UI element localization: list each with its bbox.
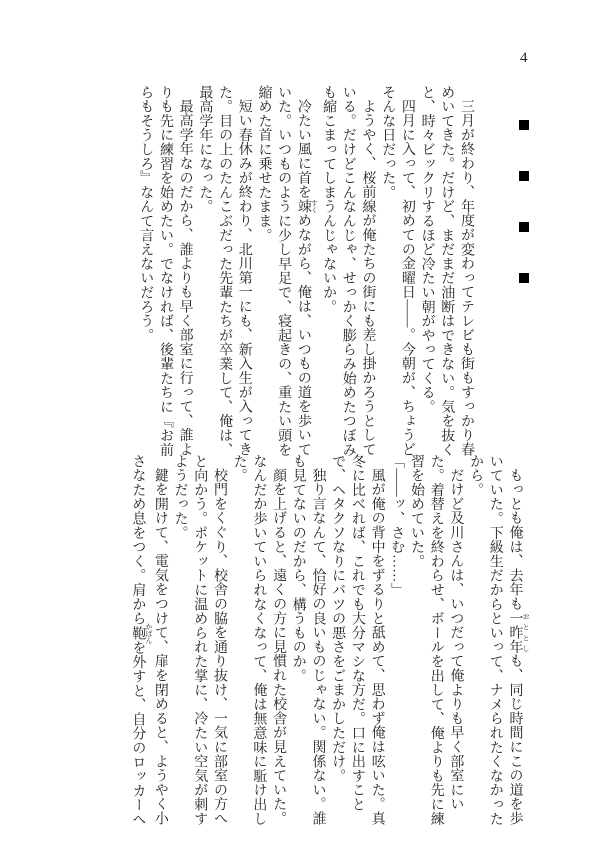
section-break-square-icon <box>519 273 529 283</box>
furigana-ruby: 竦 すく <box>295 199 319 214</box>
section-break-square-icon <box>519 120 529 130</box>
top-text-block <box>136 85 476 457</box>
furigana-ruby: 一昨年 おととし <box>507 611 530 654</box>
paragraph: 独り言なんて、恰好の良いものじゃない。関係ない。誰も見てないのだから、構うものか。 <box>290 454 326 826</box>
paragraph: だけど及川さんは、いつだって俺よりも早く部室にいた。着替えを終わらせ、ボールを出して、俺よりも先に練習を始めていた。 <box>408 454 464 826</box>
paragraph: 風が俺の背中をずるりと舐めて、思わず俺は呟いた。真冬に比べれば、これでも大分マシな方だ。口に出すことで、ヘタクソなりにバツの悪さをごまかしただけ。 <box>330 454 385 826</box>
section-break-square-icon <box>519 171 529 181</box>
paragraph: 四月に入って、初めての金曜日――。今朝が、ちょうどそんな日だった。 <box>380 85 415 457</box>
paragraph: 三月が終わり、年度が変わってテレビも街もすっかり春めいてきた。だけど、まだまだ油断はできない。気を抜くと、時々ビックリするほど冷たい朝がやってくる。 <box>419 85 474 457</box>
section-break-square-icon <box>519 222 529 232</box>
bottom-text-block <box>130 454 530 828</box>
paragraph: 校門をくぐり、校舎の脇を通り抜け、一気に部室の方へと向かう。ポケットに温められた掌に、冷たい空気が刺すようだった。 <box>172 454 227 826</box>
paragraph: 冷たい風に首を竦 すくめながら、俺は、いつもの道を歩いていた。いつものように少し早足で、寝起きの、重たい頭を縮めた首に乗せたまま。 <box>256 85 319 457</box>
paragraph: 鍵を開けて、電気をつけて、扉を閉めると、ようやく小さなため息をつく。肩から鞄 かばんを外すと、自分のロッカーへ <box>130 454 168 827</box>
paragraph: ようやく、桜前線が俺たちの街にも差し掛かろうとしている。だけどこんなんじゃ、せっかく膨らみ始めたつぼみも縮こまってしまうんじゃないか。 <box>321 85 376 457</box>
paragraph: 顔を上げると、遠くの方に見慣れた校舎が見えていた。なんだか歩いていられなくなって、俺は無意味に駈け出した。 <box>231 454 287 826</box>
page-number: 4 <box>520 50 528 66</box>
section-break-marks <box>519 120 529 283</box>
paragraph: 短い春休みが終わり、北川第一にも、新入生が入ってきた。目の上のたんこぶだった先輩たちが卒業して、俺は、最高学年になった。 <box>197 85 252 457</box>
paragraph: もっとも俺は、去年も一昨年 おととしも、同じ時間にこの道を歩いていた。下級生だからといって、ナメられたくなかったから。 <box>468 454 530 826</box>
paragraph: 「――ッ、さむ……」 <box>389 454 405 597</box>
paragraph: 最高学年なのだから、誰よりも早く部室に行って、誰よりも先に練習を始めたい。でなければ、後輩たちに『お前らもそうしろ』なんて言えないだろう。 <box>138 85 193 457</box>
furigana-ruby: 鞄 かばん <box>130 622 153 644</box>
